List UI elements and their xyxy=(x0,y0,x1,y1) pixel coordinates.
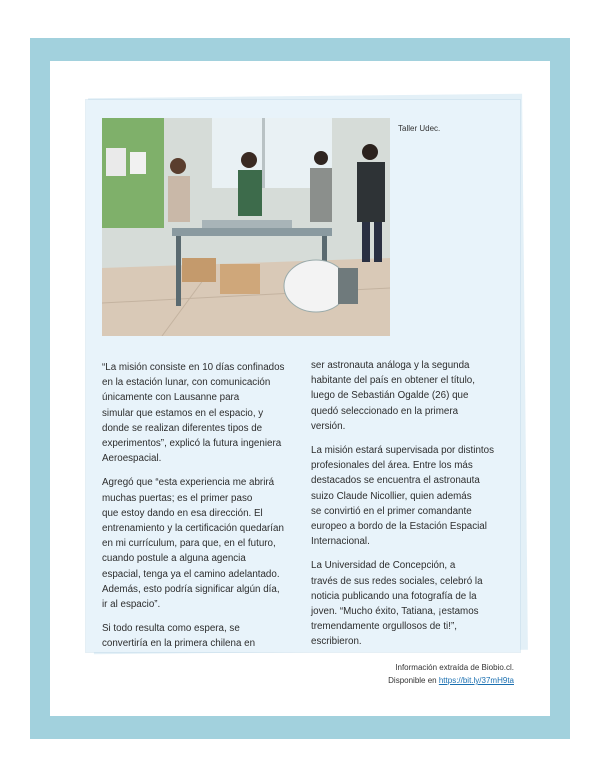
text-line: Aeroespacial. xyxy=(102,453,162,465)
text-line: únicamente con Lausanne para xyxy=(102,392,240,404)
text-line: convertiría en la primera chilena en xyxy=(102,638,256,650)
text-line: experimentos”, explicó la futura ingeniera xyxy=(102,438,282,450)
source-link-line xyxy=(388,674,514,687)
text-line: noticia publicando una fotografía de la xyxy=(311,590,477,602)
text-line: La Universidad de Concepción, a xyxy=(311,560,456,572)
text-line: en la estación lunar, con comunicación xyxy=(102,377,271,389)
text-line: donde se realizan diferentes tipos de xyxy=(102,422,263,434)
text-line: cuando postule a alguna agencia xyxy=(102,553,246,565)
text-line: suizo Claude Nicollier, quien además xyxy=(311,490,472,502)
paragraph xyxy=(102,360,302,466)
text-line: que estoy dando en esa dirección. El xyxy=(102,507,263,519)
text-line: Si todo resulta como espera, se xyxy=(102,623,240,635)
source-line: Información extraída de Biobio.cl. xyxy=(395,663,514,672)
text-line: habitante del país en obtener el título, xyxy=(311,375,475,387)
text-line: europeo a bordo de la Estación Espacial xyxy=(311,521,487,533)
text-line: través de sus redes sociales, celebró la xyxy=(311,575,483,587)
paragraph xyxy=(102,621,302,651)
text-line: destacados se encuentra el astronauta xyxy=(311,475,480,487)
text-line: La misión estará supervisada por distintos xyxy=(311,445,494,457)
text-line: “La misión consiste en 10 días confinados xyxy=(102,362,285,373)
photo-caption: Taller Udec. xyxy=(398,124,441,133)
text-line: joven. “Mucho éxito, Tatiana, ¡estamos xyxy=(311,606,479,618)
text-line: profesionales del área. Entre los más xyxy=(311,460,473,472)
text-line: entrenamiento y la certificación quedarían xyxy=(102,523,284,535)
text-line: tremendamente orgullosos de ti!”, xyxy=(311,621,457,633)
text-line: versión. xyxy=(311,420,346,432)
source-link[interactable]: https://bit.ly/37mH9ta xyxy=(438,676,514,685)
text-line: Internacional. xyxy=(311,536,370,548)
text-line: ir al espacio”. xyxy=(102,599,161,611)
text-line: Agregó que “esta experiencia me abrirá xyxy=(102,477,275,489)
text-line: escribieron. xyxy=(311,636,362,648)
source-note xyxy=(388,661,514,687)
paragraph xyxy=(311,358,511,434)
text-line: quedó seleccionado en la primera xyxy=(311,405,459,417)
paragraph xyxy=(311,443,511,549)
left-column xyxy=(102,360,302,661)
text-line: se convirtió en el primer comandante xyxy=(311,505,472,517)
source-prefix: Disponible en xyxy=(388,676,439,685)
text-line: luego de Sebastián Ogalde (26) que xyxy=(311,390,469,402)
text-line: simular que estamos en el espacio, y xyxy=(102,407,264,419)
paragraph xyxy=(311,558,511,649)
text-line: Además, esto podría significar algún día, xyxy=(102,583,280,595)
paragraph xyxy=(102,475,302,612)
text-line: espacial, tenga ya el camino adelantado. xyxy=(102,568,280,580)
text-line: muchas puertas; es el primer paso xyxy=(102,492,253,504)
text-line: ser astronauta análoga y la segunda xyxy=(311,360,470,371)
right-column xyxy=(311,358,511,659)
text-line: en mi currículum, para que, en el futuro, xyxy=(102,538,276,550)
workshop-photo xyxy=(102,118,390,336)
